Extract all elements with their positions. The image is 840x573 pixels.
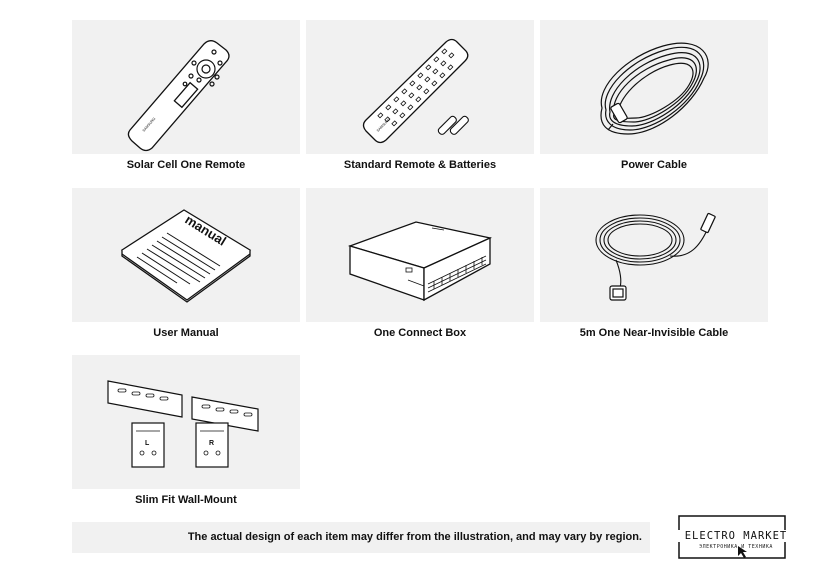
item-card-solar-remote <box>72 20 300 154</box>
wall-mount-illustration <box>72 355 300 489</box>
electro-market-logo <box>678 515 786 559</box>
item-caption: One Connect Box <box>373 327 467 339</box>
item-caption: Slim Fit Wall-Mount <box>135 494 237 506</box>
user-manual-illustration <box>72 188 300 322</box>
solar-remote-illustration <box>72 20 300 154</box>
remote-brand-text: SAMSUNG <box>141 116 157 133</box>
item-caption: 5m One Near-Invisible Cable <box>579 327 729 339</box>
one-connect-box-illustration <box>306 188 534 322</box>
item-card-power-cable <box>540 20 768 154</box>
item-caption: User Manual <box>153 327 219 339</box>
logo-title: ELECTRO MARKET <box>678 530 794 542</box>
footnote-text: The actual design of each item may differ from the illustration, and may vary by region. <box>187 531 642 543</box>
manual-cover-text: manual <box>182 211 229 249</box>
item-caption: Solar Cell One Remote <box>126 159 246 171</box>
item-card-user-manual <box>72 188 300 322</box>
logo-subtitle: ЭЛЕКТРОНИКА И ТЕХНИКА <box>699 544 773 550</box>
standard-remote-illustration <box>306 20 534 154</box>
remote-brand-text: SAMSUNG <box>375 117 392 133</box>
mount-right-label: R <box>209 440 215 447</box>
item-card-standard-remote <box>306 20 534 154</box>
batteries-illustration <box>437 115 470 136</box>
one-cable-illustration <box>540 188 768 322</box>
power-cable-illustration <box>540 20 768 154</box>
item-caption: Power Cable <box>620 159 688 171</box>
item-card-wall-mount <box>72 355 300 489</box>
footnote-bar <box>72 522 650 553</box>
item-caption: Standard Remote & Batteries <box>343 159 497 171</box>
item-card-one-cable <box>540 188 768 322</box>
mount-left-label: L <box>145 440 150 447</box>
item-card-one-connect-box <box>306 188 534 322</box>
